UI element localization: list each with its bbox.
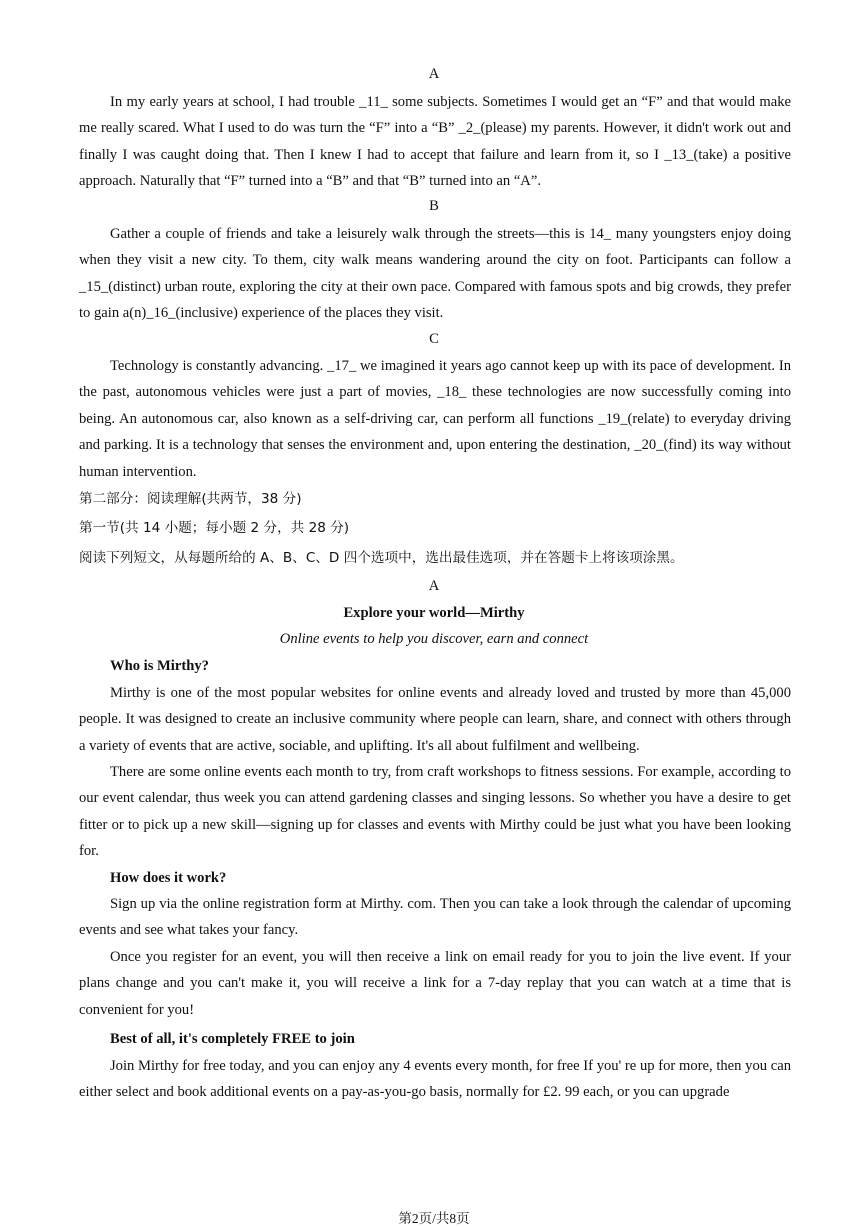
paragraph-who-is-mirthy: Mirthy is one of the most popular websites for online events and already loved and trusted by more than 45,000 people. It was designed to create an inclusive community where people can learn, share, and connect with others through a variety of events that are active, sociable, and uplifting. It's all about fulfilment and wellbeing. (79, 685, 791, 754)
reading-a-subtitle: Online events to help you discover, earn and connect (279, 631, 589, 647)
reading-a-title: Explore your world—Mirthy (343, 605, 525, 621)
paragraph-join-free: Join Mirthy for free today, and you can enjoy any 4 events every month, for free If you' re up for more, then you can either select and book additional events on a pay-as-you-go basis, normally for £2. 99 each, or you can upgrade (79, 1058, 791, 1101)
cloze-section-c-paragraph: Technology is constantly advancing. _17_ we imagined it years ago cannot keep up with its pace of development. In the past, autonomous vehicles were just a part of movies, _18_ these technologies are now successfully coming into being. An autonomous car, also known as a self-driving car, can perform all functions _19_(relate) to everyday driving and parking. It is a technology that senses the environment and, upon entering the destination, _20_(find) its way without human intervention. (79, 358, 791, 480)
cloze-section-a-paragraph: In my early years at school, I had trouble _11_ some subjects. Sometimes I would get an “F” and that would make me really scared. What I used to do was turn the “F” into a “B” _2_(please) my parents. However, it didn't work out and finally I was caught doing that. Then I knew I had to accept that failure and learn from it, so I _13_(take) a positive approach. Naturally that “F” turned into a “B” and that “B” turned into an “A”. (79, 94, 791, 190)
cloze-section-c-label: C (429, 331, 439, 347)
part2-instructions: 阅读下列短文，从每题所给的 A、B、C、D 四个选项中，选出最佳选项，并在答题卡上将该项涂黑。 (79, 550, 684, 566)
part2-title: 第二部分：阅读理解(共两节，38 分) (79, 491, 302, 507)
paragraph-online-events: There are some online events each month to try, from craft workshops to fitness sessions. For example, according to our event calendar, thus week you can attend gardening classes and singing lessons. So whether you have a desire to get fitter or to pick up a new skill—signing up for classes and events with Mirthy could be just what you have been looking for. (79, 764, 791, 860)
cloze-section-b-paragraph: Gather a couple of friends and take a leisurely walk through the streets—this is 14_ many youngsters enjoy doing when they visit a new city. To them, city walk means wandering around the city on foot. Participants can follow a _15_(distinct) urban route, exploring the city at their own pace. Compared with famous spots and big crowds, they prefer to gain a(n)_16_(inclusive) experience of the places they visit. (79, 226, 791, 322)
cloze-section-b-label: B (429, 198, 439, 214)
heading-who-is-mirthy: Who is Mirthy? (110, 658, 209, 674)
heading-best-of-all: Best of all, it's completely FREE to join (110, 1031, 355, 1047)
paragraph-register: Once you register for an event, you will then receive a link on email ready for you to join the live event. If your plans change and you can't make it, you will receive a link for a 7-day replay that you can watch at a time that is convenient for you! (79, 949, 791, 1018)
paragraph-sign-up: Sign up via the online registration form at Mirthy. com. Then you can take a look through the calendar of upcoming events and see what takes your fancy. (79, 896, 791, 939)
reading-a-label: A (428, 578, 440, 594)
heading-how-does-it-work: How does it work? (110, 870, 227, 886)
page-indicator: 第2页/共8页 (398, 1211, 470, 1226)
part2-section1: 第一节(共 14 小题；每小题 2 分，共 28 分) (79, 520, 350, 536)
cloze-section-a-label: A (428, 66, 440, 82)
